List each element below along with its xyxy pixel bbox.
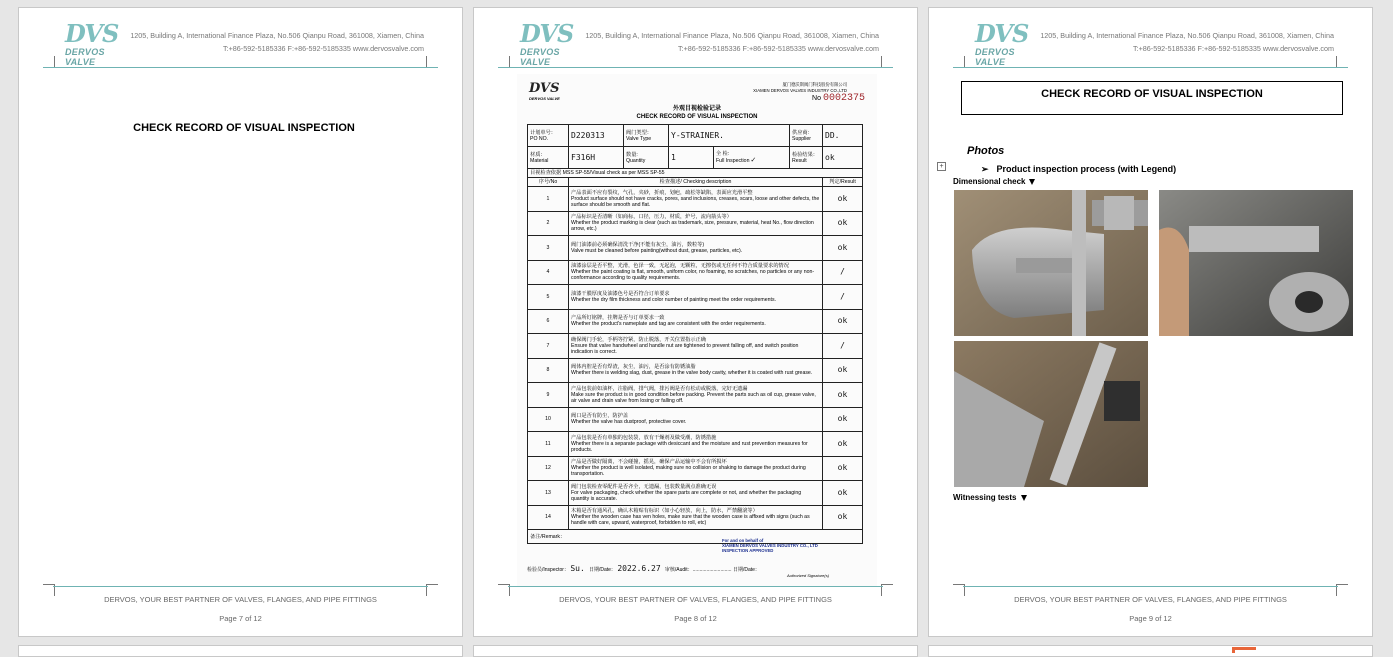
- page-number: Page 7 of 12: [219, 614, 262, 623]
- material-value: F316H: [569, 147, 624, 169]
- table-header: 序号/No 检查描述/ Checking description 判定/Result: [528, 178, 863, 187]
- document-page-8: [473, 7, 918, 637]
- photo-caliper-body: [954, 190, 1148, 336]
- photos-heading: Photos: [967, 145, 1005, 157]
- dropdown-arrow-icon: [1021, 495, 1027, 501]
- valve-type-value: Y-STRAINER.: [669, 125, 790, 147]
- form-logo: DVS: [529, 81, 560, 96]
- page-title: CHECK RECORD OF VISUAL INSPECTION: [961, 81, 1343, 115]
- item-result: /: [823, 285, 863, 310]
- header-rule: [43, 67, 438, 68]
- header-rule: [953, 67, 1348, 68]
- company-logo: DVS DERVOS VALVE: [65, 19, 119, 67]
- item-result: ok: [823, 432, 863, 457]
- table-row: 6 产品所钉铭牌，挂牌是否与订单要求一致 Whether the product's nameplate and tag are consistent with the order requirements. ok: [528, 309, 863, 334]
- item-result: /: [823, 260, 863, 285]
- inspection-table: [527, 124, 863, 544]
- arrow-bullet-icon: ➢: [981, 164, 989, 174]
- page-header: [19, 8, 462, 78]
- table-row: 11 产品包装是否有单独的包装袋，放有干燥剂及做受潮，防锈措施 Whether there is a separate package with desiccant and the moisture and rust prevention measures for products. ok: [528, 432, 863, 457]
- form-logo-sub: DERVOS VALVE: [529, 96, 560, 101]
- company-address: 1205, Building A, International Finance Plaza, No.506 Qianpu Road, 361008, Xiamen, China T:+86-592-5185336 F:+86-592-5185335 www.dervosvalve.com: [130, 31, 424, 53]
- item-result: ok: [823, 236, 863, 261]
- form-row-material: 材质： Material F316H 数量: Quantity 1 全 检: Full Inspection ✓ 检验结果： Result ok: [528, 147, 863, 169]
- form-row-standard: 目视检查依据 MSS SP-55/Visual check as per MSS SP-55: [528, 169, 863, 178]
- page-header: [474, 8, 917, 78]
- item-result: ok: [823, 407, 863, 432]
- dimensional-check-dropdown[interactable]: Dimensional check: [953, 177, 1035, 186]
- item-result: /: [823, 334, 863, 359]
- item-result: ok: [823, 358, 863, 383]
- document-page-9: [928, 7, 1373, 637]
- item-result: ok: [823, 456, 863, 481]
- full-inspection-check: ✓: [750, 155, 756, 164]
- item-result: ok: [823, 187, 863, 212]
- quantity-value: 1: [669, 147, 714, 169]
- annotation-mark: [1232, 647, 1256, 653]
- table-row: 13 阀门包装检查零配件是否齐全，无遗漏，包装数量满点准确无误 For valve packaging, check whether the spare parts are complete or not, and whether the packaging quantity is accurate. ok: [528, 481, 863, 506]
- inspection-date: 2022.6.27: [617, 564, 661, 573]
- item-result: ok: [823, 211, 863, 236]
- footer-slogan: DERVOS, YOUR BEST PARTNER OF VALVES, FLANGES, AND PIPE FITTINGS: [104, 595, 377, 604]
- document-page-10: [18, 645, 463, 657]
- bullet-item: ➢ Product inspection process (with Legend): [981, 164, 1177, 174]
- footer-rule: [508, 586, 883, 587]
- table-row: 10 阀口是否有防尘，防护盖 Whether the valve has dustproof, protective cover. ok: [528, 407, 863, 432]
- footer-rule: [963, 586, 1338, 587]
- table-row: 1 产品表面不应有裂纹，气孔，夹砂，折痕，划疤，疏松等缺陷，表面应光滑平整 Product surface should not have cracks, pores, sand inclusions, creases, scars, loose and other defects, the surface should be smooth and flat. ok: [528, 187, 863, 212]
- page-number: Page 8 of 12: [674, 614, 717, 623]
- remark-row: 备注/Remark：: [528, 530, 863, 544]
- photo-caliper-bore: [1159, 190, 1353, 336]
- supplier-value: DD.: [823, 125, 863, 147]
- table-row: 7 确保阀门手轮，手柄等拧紧，防止脱落，开关位置指示正确 Ensure that valve handwheel and handle nut are tightened to prevent falling off, and switch position indication is correct. /: [528, 334, 863, 359]
- company-logo: DVS DERVOS VALVE: [520, 19, 574, 67]
- form-row-po: 计划单号： PO NO. D220313 阀门类型： Valve Type Y-STRAINER. 供应商: Supplier DD.: [528, 125, 863, 147]
- form-company: 厦门德沃斯阀门科技股份有限公司 XIAMEN DERVOS VALVES INDUSTRY CO.,LTD: [753, 82, 847, 93]
- scanned-inspection-form: [517, 74, 877, 586]
- form-serial: No 0002375: [812, 93, 865, 104]
- signature-row: 检验员/Inspector： Su. 日期/Date： 2022.6.27 审核/Audit：............................ 日期/Date： Authorized Signature(s): [527, 564, 830, 578]
- document-page-12: [928, 645, 1373, 657]
- table-row: 2 产品标识是否清晰（如商标，口径，压力，材质，炉号，流向箭头等） Whether the product marking is clear (such as trademark, size, pressure, material, heat No., flow direction arrow, etc.) ok: [528, 211, 863, 236]
- table-row: 12 产品是否做好隔离，不会碰撞，摇晃，确保产品运输中不会有所损坏 Whether the product is well isolated, making sure no collision or shaking to damage the product during transportation. ok: [528, 456, 863, 481]
- page-title: CHECK RECORD OF VISUAL INSPECTION: [133, 122, 355, 134]
- approval-stamp: For and on behalf of XIAMEN DERVOS VALVES INDUSTRY CO., LTD INSPECTION APPROVED: [722, 538, 818, 553]
- table-move-handle-icon[interactable]: +: [937, 162, 946, 171]
- item-result: ok: [823, 481, 863, 506]
- witnessing-tests-dropdown[interactable]: Witnessing tests: [953, 493, 1027, 502]
- page-number: Page 9 of 12: [1129, 614, 1172, 623]
- po-value: D220313: [569, 125, 624, 147]
- photo-caliper-end: [954, 341, 1148, 487]
- inspector-signature: Su.: [570, 564, 585, 573]
- company-address: 1205, Building A, International Finance Plaza, No.506 Qianpu Road, 361008, Xiamen, China T:+86-592-5185336 F:+86-592-5185335 www.dervosvalve.com: [585, 31, 879, 53]
- item-result: ok: [823, 309, 863, 334]
- item-result: ok: [823, 505, 863, 530]
- table-row: 4 油漆涂层是否平整，光滑，色泽一致，无起泡，无颗粒，无擦伤或无任何不符合质量要求的情况 Whether the paint coating is flat, smooth, uniform color, no foaming, no scratches, no particles or any non-conformance according to quality requirements. /: [528, 260, 863, 285]
- header-rule: [498, 67, 893, 68]
- item-result: ok: [823, 383, 863, 408]
- document-page-7: [18, 7, 463, 637]
- footer-slogan: DERVOS, YOUR BEST PARTNER OF VALVES, FLANGES, AND PIPE FITTINGS: [559, 595, 832, 604]
- company-logo: DVS DERVOS VALVE: [975, 19, 1029, 67]
- table-row: 14 木箱是否有通风孔，确认木箱贴有标识（如小心轻放，向上，防水，严禁翻滚等） Whether the wooden case has ven holes, make sure that the wooden case is affixed with signs (such as handle with care, upward, waterproof, forbidden to roll, etc) ok: [528, 505, 863, 530]
- table-row: 3 阀门油漆前必须确保清洗干净(不能有灰尘，油污，数粒等) Valve must be cleaned before painting(without dust, grease, particles, etc). ok: [528, 236, 863, 261]
- footer-slogan: DERVOS, YOUR BEST PARTNER OF VALVES, FLANGES, AND PIPE FITTINGS: [1014, 595, 1287, 604]
- table-row: 5 油漆干膜厚度及油漆色号是否符合订单要求 Whether the dry film thickness and color number of painting meet the order requirements. /: [528, 285, 863, 310]
- table-row: 9 产品包装前如油杯，注脂阀，排气阀，排污阀是否有松动或脱落，完好无遗漏 Make sure the product is in good condition before packing. Prevent the parts such as oil cup, grease valve, air valve and drain valve from losing or falling off. ok: [528, 383, 863, 408]
- document-page-11: [473, 645, 918, 657]
- table-row: 8 阀体内腔是否有焊渣，灰尘，油污，是否涂有防锈油脂 Whether there is welding slag, dust, grease in the valve body cavity, whether it is coated with rust grease. ok: [528, 358, 863, 383]
- result-value: ok: [823, 147, 863, 169]
- company-address: 1205, Building A, International Finance Plaza, No.506 Qianpu Road, 361008, Xiamen, China T:+86-592-5185336 F:+86-592-5185335 www.dervosvalve.com: [1040, 31, 1334, 53]
- form-title: 外观目视检验记录 CHECK RECORD OF VISUAL INSPECTION: [636, 106, 758, 120]
- footer-rule: [53, 586, 428, 587]
- dropdown-arrow-icon: [1029, 179, 1035, 185]
- checklist-items: [528, 187, 863, 530]
- page-header: [929, 8, 1372, 78]
